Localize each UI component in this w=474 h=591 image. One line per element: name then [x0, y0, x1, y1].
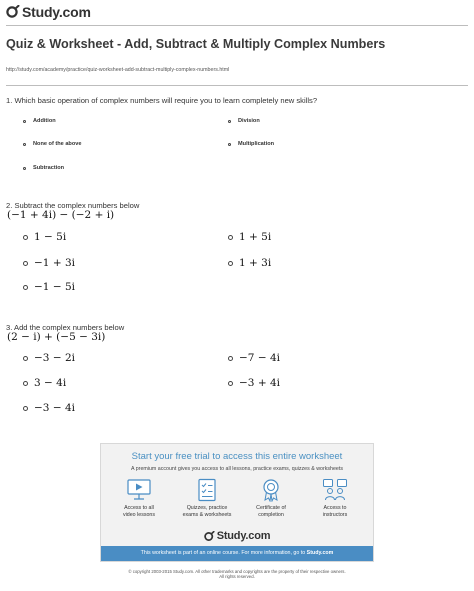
radio-icon[interactable]: [228, 261, 233, 266]
header-divider: [6, 25, 468, 26]
q1-option-multiplication[interactable]: Multiplication: [228, 141, 274, 147]
radio-icon[interactable]: [23, 381, 28, 386]
q3-option-b[interactable]: −7 − 4i: [228, 352, 280, 364]
page-title: Quiz & Worksheet - Add, Subtract & Multiply Complex Numbers: [6, 37, 386, 51]
question-3-expression: (2 − i) + (−5 − 3i): [7, 331, 106, 343]
radio-icon[interactable]: [23, 356, 28, 361]
cta-study-logo[interactable]: [101, 530, 373, 542]
q2-option-c[interactable]: −1 + 3i: [23, 257, 75, 269]
radio-icon[interactable]: [228, 356, 233, 361]
question-2-expression: (−1 + 4i) − (−2 + i): [7, 209, 115, 221]
question-3-prompt: 3. Add the complex numbers below: [6, 323, 125, 332]
radio-icon[interactable]: [228, 120, 231, 123]
q1-option-addition[interactable]: Addition: [23, 118, 56, 124]
q2-option-a[interactable]: 1 − 5i: [23, 231, 66, 243]
study-logo[interactable]: [6, 4, 91, 20]
feature-instructors: Access to instructors: [301, 478, 369, 518]
copyright-footer: © copyright 2003-2015 Study.com. All other trademarks and copyrights are the property of their respective owners. All rights reserved.: [128, 569, 346, 580]
radio-icon[interactable]: [23, 120, 26, 123]
radio-icon[interactable]: [23, 167, 26, 170]
video-icon: [126, 478, 152, 502]
cta-subtitle: A premium account gives you access to all lessons, practice exams, quizzes & worksheets: [131, 466, 343, 472]
logo-text: Study.com: [22, 4, 91, 20]
radio-icon[interactable]: [23, 285, 28, 290]
q3-option-d[interactable]: −3 + 4i: [228, 377, 280, 389]
radio-icon[interactable]: [23, 235, 28, 240]
q2-option-d[interactable]: 1 + 3i: [228, 257, 271, 269]
q2-option-e[interactable]: −1 − 5i: [23, 281, 75, 293]
q1-option-subtraction[interactable]: Subtraction: [23, 165, 64, 171]
radio-icon[interactable]: [23, 143, 26, 146]
radio-icon[interactable]: [228, 235, 233, 240]
radio-icon[interactable]: [228, 381, 233, 386]
question-2-prompt: 2. Subtract the complex numbers below: [6, 201, 140, 210]
feature-video-lessons: Access to all video lessons: [105, 478, 173, 518]
free-trial-banner[interactable]: [100, 443, 374, 562]
cta-title: Start your free trial to access this entire worksheet: [131, 451, 343, 462]
study-logo-icon: [204, 531, 215, 542]
q3-option-c[interactable]: 3 − 4i: [23, 377, 66, 389]
page-url[interactable]: http://study.com/academy/practice/quiz-worksheet-add-subtract-multiply-complex-numbers.html: [6, 67, 230, 73]
cta-logo-text: Study.com: [216, 530, 271, 542]
q2-option-b[interactable]: 1 + 5i: [228, 231, 271, 243]
feature-certificate: Certificate of completion: [237, 478, 305, 518]
q3-option-a[interactable]: −3 − 2i: [23, 352, 75, 364]
study-logo-icon: [6, 5, 20, 19]
cta-info-bar: This worksheet is part of an online course. For more information, go to Study.com: [101, 546, 373, 561]
certificate-icon: [258, 478, 284, 502]
instructor-icon: [322, 478, 348, 502]
q1-option-none[interactable]: None of the above: [23, 141, 81, 147]
radio-icon[interactable]: [23, 261, 28, 266]
study-link[interactable]: Study.com: [306, 550, 334, 556]
feature-quizzes: Quizzes, practice exams & worksheets: [173, 478, 241, 518]
question-1-prompt: 1. Which basic operation of complex numbers will require you to learn completely new skills?: [6, 96, 318, 105]
radio-icon[interactable]: [23, 406, 28, 411]
q1-option-division[interactable]: Division: [228, 118, 260, 124]
q3-option-e[interactable]: −3 − 4i: [23, 402, 75, 414]
title-divider: [6, 85, 468, 86]
quiz-icon: [194, 478, 220, 502]
radio-icon[interactable]: [228, 143, 231, 146]
